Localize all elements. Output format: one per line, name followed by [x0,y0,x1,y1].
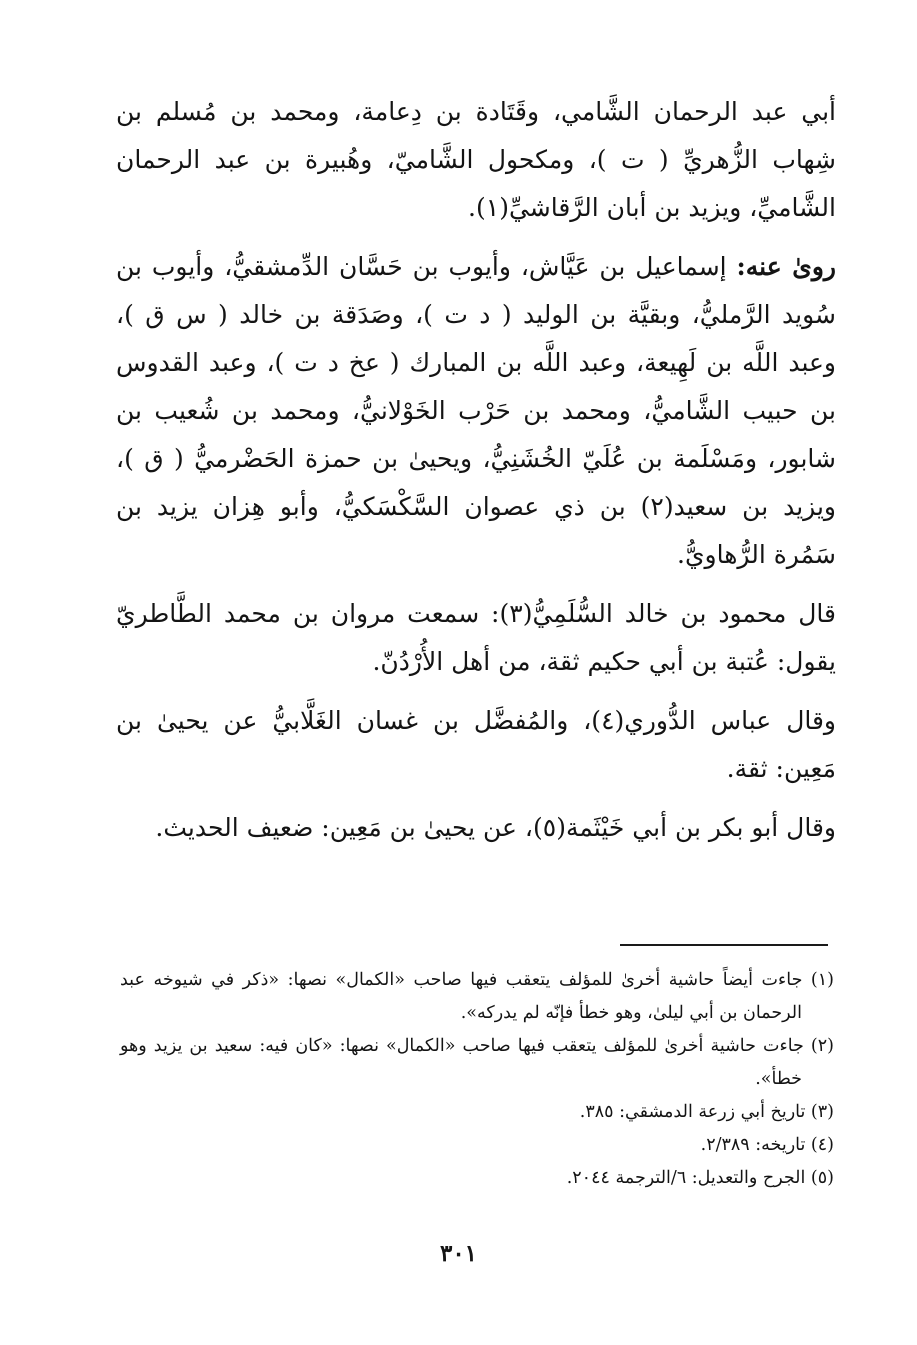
paragraph-sulami: قال محمود بن خالد السُّلَمِيُّ(٣): سمعت مروان بن محمد الطَّاطريّ يقول: عُتبة بن أبي حكيم ثقة، من أهل الأُرْدُنّ. [116,599,836,676]
paragraph-duri: وقال عباس الدُّوري(٤)، والمُفضَّل بن غسان الغَلَّابيُّ عن يحيىٰ بن مَعِين: ثقة. [116,706,836,783]
footnotes [120,964,834,1195]
footnote-4: (٤) تاريخه: ٢/٣٨٩. [700,1135,834,1155]
footnote-3: (٣) تاريخ أبي زرعة الدمشقي: ٣٨٥. [579,1102,834,1122]
main-text [116,88,836,863]
paragraph-narrators [116,243,836,579]
footnote-5: (٥) الجرح والتعديل: ٦/الترجمة ٢٠٤٤. [566,1168,834,1188]
paragraph-teachers: أبي عبد الرحمان الشَّامي، وقَتَادة بن دِعامة، ومحمد بن مُسلم بن شِهاب الزُّهريِّ ( ت )، ومكحول الشَّاميّ، وهُبيرة بن عبد الرحمان الشَّاميِّ، ويزيد بن أبان الرَّقاشيِّ(١). [116,97,836,222]
footnote-separator [620,944,828,946]
narrators-heading: روىٰ عنه: [736,252,836,281]
narrators-list: إسماعيل بن عَيَّاش، وأيوب بن حَسَّان الدِّمشقيُّ، وأيوب بن سُويد الرَّمليُّ، وبقيَّة بن الوليد ( د ت )، وصَدَقة بن خالد ( س ق )، وعبد اللَّه بن لَهِيعة، وعبد اللَّه بن المبارك ( عخ د ت )، وعبد القدوس بن حبيب الشَّاميُّ، ومحمد بن حَرْب الخَوْلانيُّ، ومحمد بن شُعيب بن شابور، ومَسْلَمة بن عُلَيّ الخُشَنِيُّ، ويحيىٰ بن حمزة الحَضْرميُّ ( ق )، ويزيد بن سعيد(٢) بن ذي عصوان السَّكْسَكيُّ، وأبو هِزان يزيد بن سَمُرة الرُّهاويُّ. [116,252,837,569]
footnote-2: (٢) جاءت حاشية أخرىٰ للمؤلف يتعقب فيها صاحب «الكمال» نصها: «كان فيه: سعيد بن يزيد وهو خطأ». [120,1036,834,1089]
footnote-1: (١) جاءت أيضاً حاشية أخرىٰ للمؤلف يتعقب فيها صاحب «الكمال» نصها: «ذكر في شيوخه عبد الرحمان بن أبي ليلىٰ، وهو خطأ فإنّه لم يدركه». [120,970,834,1023]
page-number: ٣٠١ [439,1240,478,1267]
paragraph-khaythama: وقال أبو بكر بن أبي خَيْثَمة(٥)، عن يحيىٰ بن مَعِين: ضعيف الحديث. [155,813,836,842]
